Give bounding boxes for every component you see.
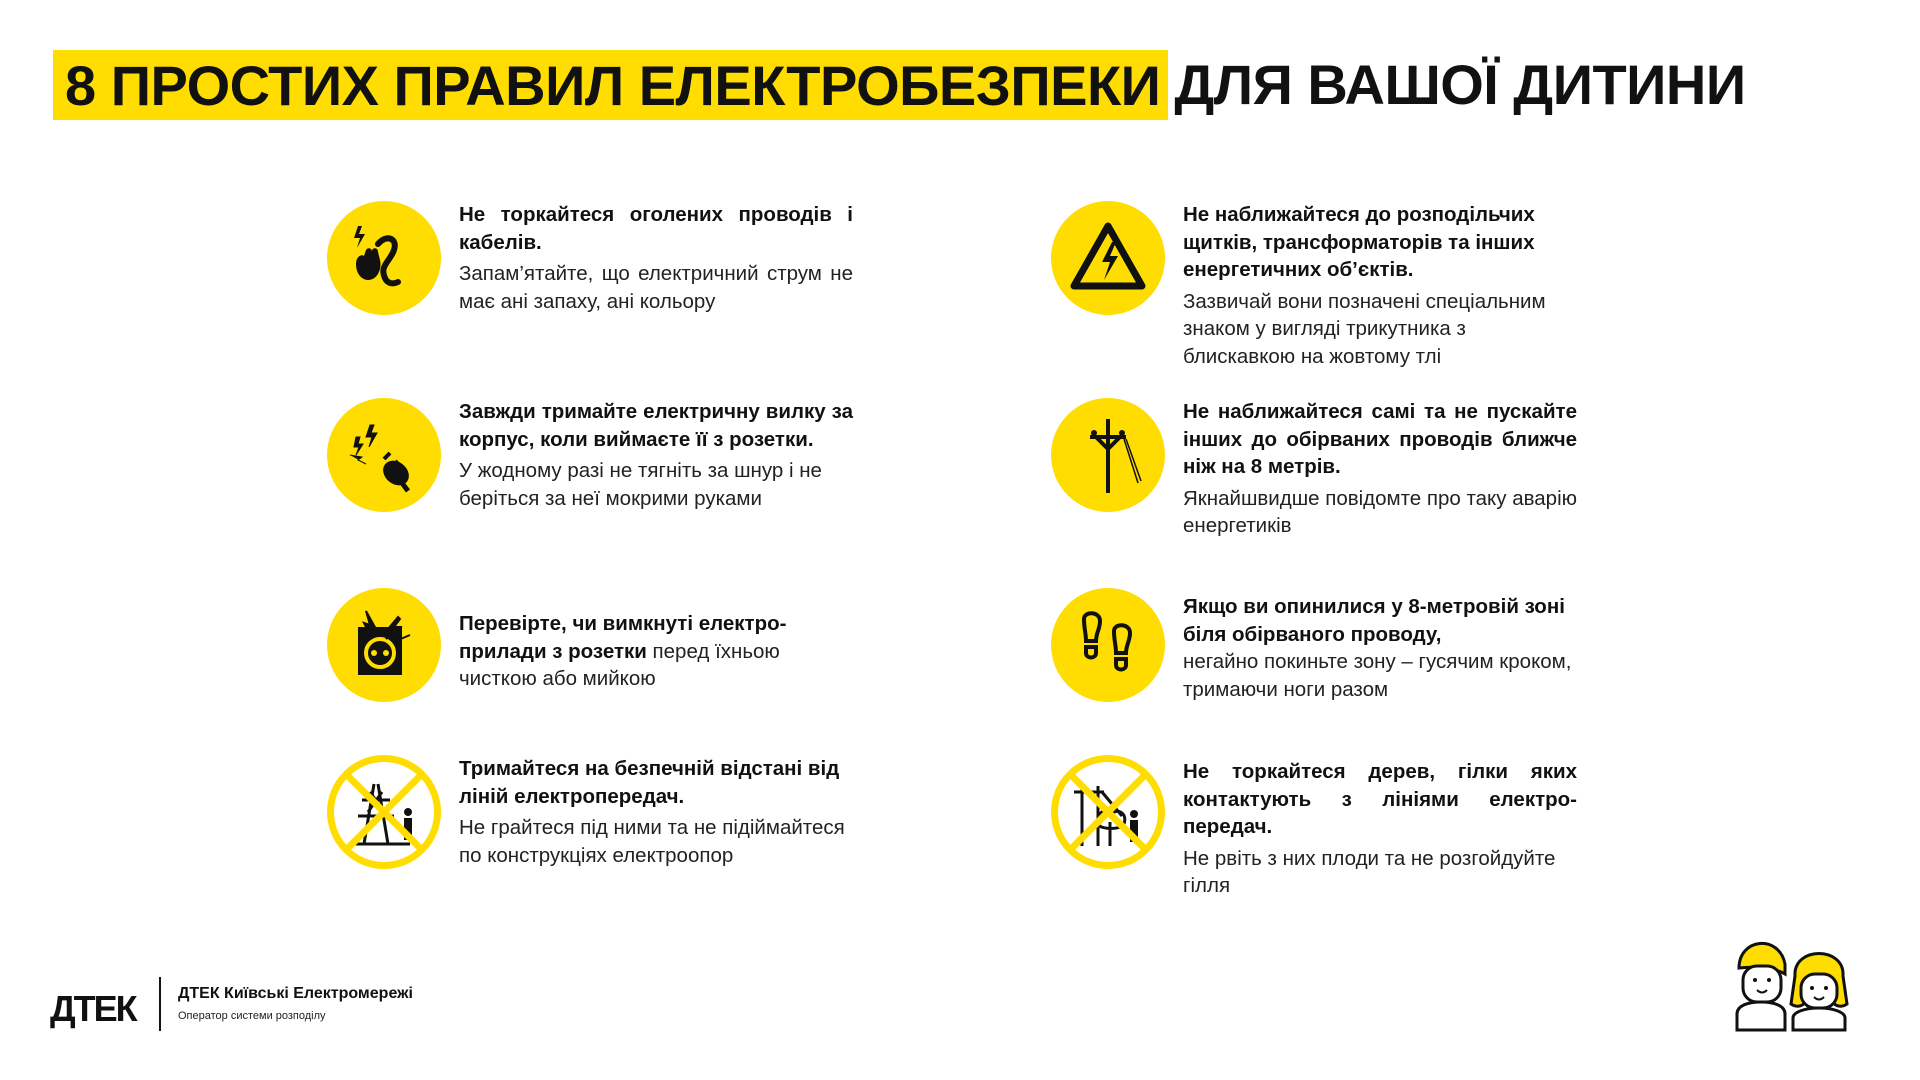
title-highlight: 8 ПРОСТИХ ПРАВИЛ ЕЛЕКТРОБЕЗПЕКИ bbox=[53, 50, 1168, 120]
footer-divider bbox=[159, 977, 161, 1031]
high-voltage-triangle-icon bbox=[1051, 201, 1165, 315]
no-power-tower-icon bbox=[327, 755, 441, 869]
hand-touching-wire-icon bbox=[327, 201, 441, 315]
logo-text: ДТЕК bbox=[50, 988, 136, 1029]
rule-heading: Не наближайтеся самі та не пускайте інших до обірваних проводів ближче ніж на 8 метрів. bbox=[1183, 400, 1577, 478]
no-trees-near-lines-icon bbox=[1051, 755, 1165, 869]
utility-pole-broken-wire-icon bbox=[1051, 398, 1165, 512]
rule-body: Не грайтеся під ними та не підіймайтеся по конструкціях електроопор bbox=[459, 816, 845, 867]
unplugging-plug-icon bbox=[327, 398, 441, 512]
rule-heading: Не торкайтеся дерев, гілки яких контактують з лініями електро-передач. bbox=[1183, 760, 1577, 838]
rule-body: перед їхньою чисткою або мийкою bbox=[459, 639, 780, 690]
sparking-socket-icon bbox=[327, 588, 441, 702]
brand-name: ДТЕК Київські Електромережі bbox=[178, 985, 413, 1002]
rule-heading: Не наближайтеся до розподільчих щитків, трансформаторів та інших енергетичних об’єктів. bbox=[1183, 203, 1535, 281]
rule-heading: Перевірте, чи вимкнуті електро-прилади з розетки bbox=[459, 612, 787, 663]
children-illustration bbox=[1735, 928, 1875, 1037]
brand-subtitle: Оператор системи розподілу bbox=[178, 1010, 326, 1022]
rule-body: У жодному разі не тягніть за шнур і не беріться за неї мокрими руками bbox=[459, 459, 822, 510]
rule-heading: Завжди тримайте електричну вилку за корпус, коли виймаєте її з розетки. bbox=[459, 400, 853, 451]
rule-heading: Тримайтеся на безпечній відстані від ліній електропередач. bbox=[459, 757, 840, 808]
rule-body: Зазвичай вони позначені спеціальним знаком у вигляді трикутника з блискавкою на жовтому тлі bbox=[1183, 289, 1546, 368]
rule-heading: Не торкайтеся оголених проводів і кабелів. bbox=[459, 203, 853, 254]
footprints-icon bbox=[1051, 588, 1165, 702]
dtek-logo bbox=[50, 988, 136, 1030]
rule-body: Якнайшвидше повідомте про таку аварію енергетиків bbox=[1183, 486, 1577, 537]
rule-body: негайно покиньте зону – гусячим кроком, тримаючи ноги разом bbox=[1183, 650, 1572, 701]
title-rest: ДЛЯ ВАШОЇ ДИТИНИ bbox=[1174, 53, 1746, 116]
rule-heading: Якщо ви опинилися у 8-метровій зоні біля обірваного проводу, bbox=[1183, 595, 1565, 646]
rule-body: Запам’ятайте, що електричний струм не має ані запаху, ані кольору bbox=[459, 262, 853, 313]
page-title bbox=[53, 50, 1746, 120]
rule-body: Не рвіть з них плоди та не розгойдуйте гілля bbox=[1183, 846, 1556, 897]
